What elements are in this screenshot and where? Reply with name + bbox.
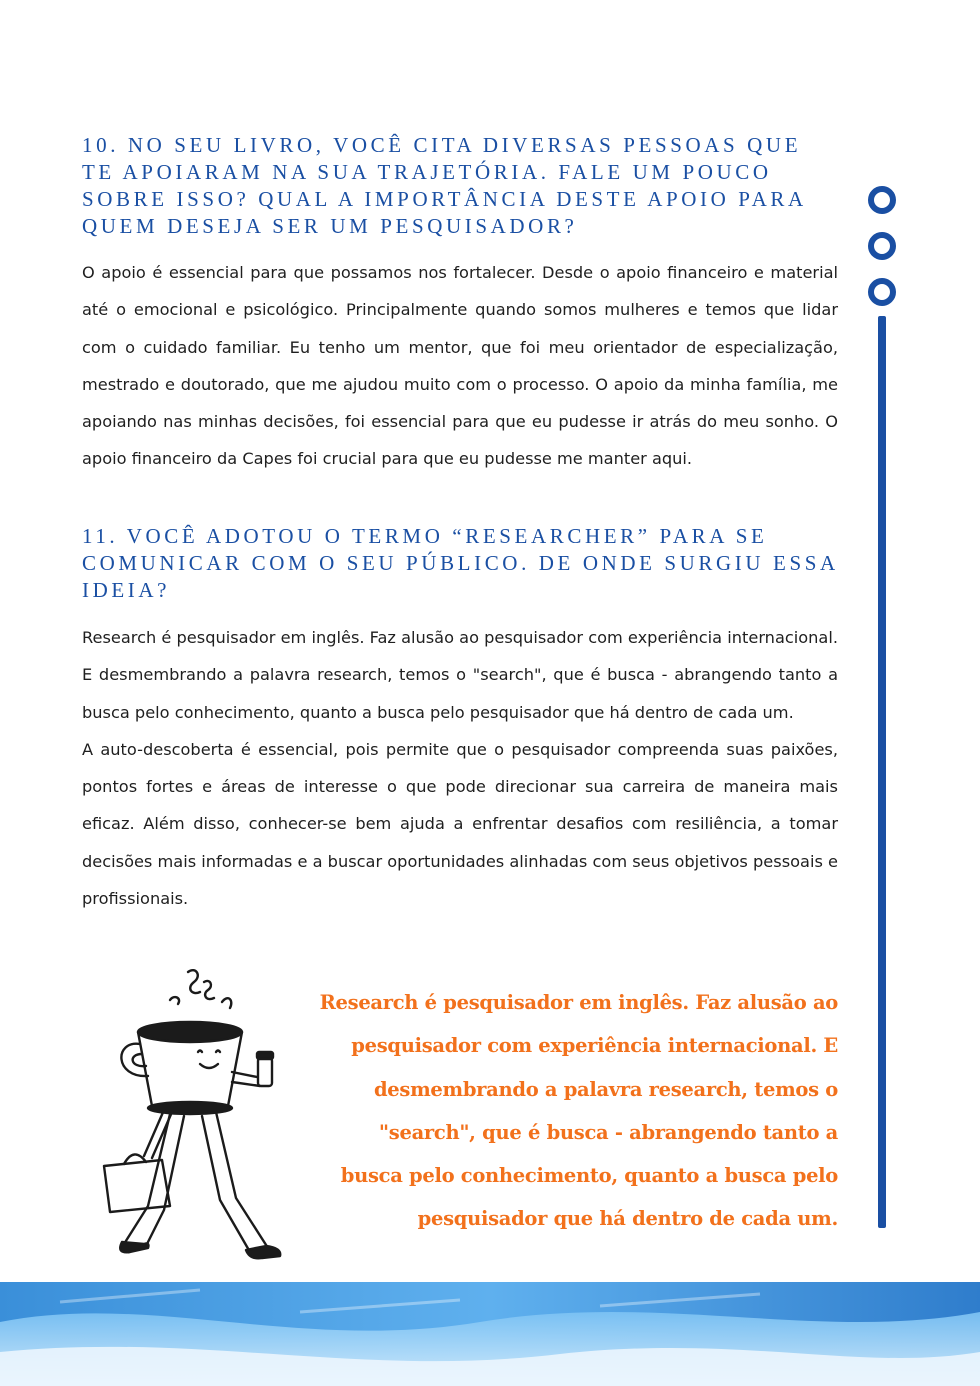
question-10-answer (82, 254, 838, 478)
pull-quote-line: desmembrando a palavra research, temos o (373, 1077, 838, 1101)
pull-quote-line: "search", que é busca - abrangendo tanto a (378, 1120, 838, 1144)
answer-paragraph: A auto-descoberta é essencial, pois permite que o pesquisador compreenda suas paixões, pontos fortes e áreas de interesse o que pode direcionar sua carreira de maneira mais eficaz. Além disso, conhecer-se bem ajuda a enfrentar desafios com resiliência, a tomar decisões mais informadas e a buscar oportunidades alinhadas com seus objetivos pessoais e profissionais. (82, 739, 838, 909)
question-10-heading: 10. NO SEU LIVRO, VOCÊ CITA DIVERSAS PESSOAS QUE TE APOIARAM NA SUA TRAJETÓRIA. FALE UM POUCO SOBRE ISSO? QUAL A IMPORTÂNCIA DESTE APOIO PARA QUEM DESEJA SER UM PESQUISADOR? (82, 133, 806, 238)
pull-quote-line: pesquisador que há dentro de cada um. (417, 1207, 838, 1231)
pull-quote-line: busca pelo conhecimento, quanto a busca pelo (340, 1164, 838, 1188)
blue-watercolor-wave (0, 1282, 980, 1386)
pull-quote-line: Research é pesquisador em inglês. Faz alusão ao (319, 991, 838, 1014)
circle-icon (868, 278, 896, 306)
side-divider-line (878, 316, 886, 1228)
circle-icon (868, 186, 896, 214)
walking-coffee-cup-illustration (100, 960, 290, 1270)
circle-icon (868, 232, 896, 260)
question-11-answer (82, 619, 838, 917)
pull-quote (300, 981, 838, 1241)
pull-quote-line: pesquisador com experiência internacional. E (351, 1034, 838, 1058)
question-11-heading: 11. VOCÊ ADOTOU O TERMO “RESEARCHER” PARA SE COMUNICAR COM O SEU PÚBLICO. DE ONDE SURGIU ESSA IDEIA? (82, 524, 838, 602)
answer-paragraph: O apoio é essencial para que possamos nos fortalecer. Desde o apoio financeiro e material até o emocional e psicológico. Principalmente quando somos mulheres e temos que lidar com o cuidado familiar. Eu tenho um mentor, que foi meu orientador de especialização, mestrado e doutorado, que me ajudou muito com o processo. O apoio da minha família, me apoiando nas minhas decisões, foi essencial para que eu pudesse ir atrás do meu sonho. O apoio financeiro da Capes foi crucial para que eu pudesse me manter aqui. (82, 263, 838, 469)
answer-paragraph: Research é pesquisador em inglês. Faz alusão ao pesquisador com experiência internacional. E desmembrando a palavra research, temos o "search", que é busca - abrangendo tanto a busca pelo conhecimento, quanto a busca pelo pesquisador que há dentro de cada um. (82, 628, 838, 722)
